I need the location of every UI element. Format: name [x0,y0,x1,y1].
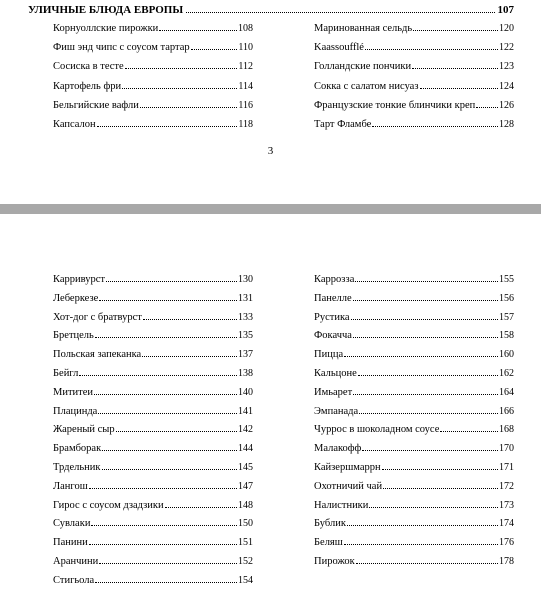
toc-entry-title: Kaassoufflé [314,42,364,54]
toc-entry-page: 123 [499,61,514,73]
toc-entry-title: Карривурст [53,274,105,285]
toc-entry-page: 140 [238,386,253,398]
toc-entry[interactable] [314,555,514,569]
toc-entry-title: Эмпанада [314,405,359,417]
toc-page-2 [0,214,541,594]
toc-entry-page: 170 [499,443,514,455]
toc-entry-page: 112 [238,61,253,73]
toc-entry-page: 120 [499,23,514,34]
leader-dots [89,488,237,489]
toc-entry[interactable] [314,499,514,513]
toc-entry-page: 108 [238,23,253,34]
toc-entry-title: Малакофф [314,443,362,455]
section-heading[interactable] [28,4,514,16]
leader-dots [99,300,237,301]
toc-entry-page: 151 [238,537,253,549]
toc-entry[interactable] [314,292,514,306]
toc-entry[interactable] [314,423,514,437]
leader-dots [353,337,498,338]
leader-dots [102,469,238,470]
toc-entry[interactable] [314,80,514,94]
toc-entry-page: 148 [238,499,253,511]
toc-entry-page: 152 [238,556,253,567]
toc-entry-page: 116 [238,99,253,111]
toc-entry[interactable] [314,22,514,36]
toc-entry[interactable] [53,386,253,400]
toc-entry-title: Сосиска в тесте [53,61,124,73]
toc-entry[interactable] [314,329,514,343]
toc-entry-title: Аранчини [53,556,99,567]
toc-entry-page: 138 [238,368,253,379]
toc-entry-title: Имьарет [314,386,353,398]
leader-dots [95,337,237,338]
leader-dots [99,563,237,564]
toc-entry-title: Сувлаки [53,518,91,530]
toc-entry-title: Хот-дог с братвурст [53,311,142,323]
leader-dots [79,375,237,376]
leader-dots [95,582,237,583]
toc-entry-page: 176 [499,537,514,549]
leader-dots [191,49,238,50]
toc-entry-page: 126 [499,99,514,111]
toc-entry[interactable] [53,405,253,419]
toc-entry[interactable] [53,22,253,36]
toc-entry[interactable] [53,536,253,550]
toc-entry-title: Польская запеканка [53,349,142,361]
toc-entry-page: 154 [238,574,253,586]
toc-entry-title: Стигьола [53,574,95,586]
toc-entry-title: Бейгл [53,368,79,379]
toc-entry-page: 142 [238,424,253,436]
leader-dots [159,30,237,31]
toc-entry[interactable] [314,480,514,494]
leader-dots [344,544,498,545]
toc-entry[interactable] [53,99,253,113]
toc-entry-page: 164 [499,386,514,398]
leader-dots [383,488,498,489]
toc-entry-title: Жареный сыр [53,424,115,436]
leader-dots [353,394,498,395]
toc-entry[interactable] [53,348,253,362]
leader-dots [358,375,498,376]
leader-dots [98,413,237,414]
toc-entry[interactable] [53,574,253,588]
toc-entry[interactable] [314,118,514,132]
leader-dots [140,107,238,108]
toc-entry-title: Тарт Фламбе [314,119,372,130]
toc-entry-page: 155 [499,274,514,285]
toc-entry-page: 124 [499,80,514,92]
toc-entry-title: Картофель фри [53,80,122,92]
section-page: 107 [497,4,514,16]
toc-entry[interactable] [53,555,253,569]
toc-entry-title: Фокачча [314,330,352,342]
toc-entry-title: Голландские пончики [314,61,412,73]
leader-dots [382,469,498,470]
leader-dots [186,12,494,13]
toc-entry-title: Карроззa [314,274,355,285]
leader-dots [122,88,237,89]
section-title: УЛИЧНЫЕ БЛЮДА ЕВРОПЫ [28,4,184,16]
leader-dots [440,431,498,432]
toc-entry-title: Бельгийские вафли [53,99,139,111]
toc-entry[interactable] [53,41,253,55]
leader-dots [143,319,237,320]
toc-entry[interactable] [53,517,253,531]
toc-entry[interactable] [53,367,253,381]
toc-entry-title: Кальцоне [314,368,357,379]
toc-entry[interactable] [53,461,253,475]
toc-page-1 [0,0,541,204]
leader-dots [165,507,237,508]
toc-entry-title: Бретцель [53,330,94,342]
toc-entry[interactable] [314,517,514,531]
toc-entry-page: 135 [238,330,253,342]
toc-entry-page: 133 [238,311,253,323]
toc-entry-title: Мититеи [53,386,94,398]
toc-entry[interactable] [314,461,514,475]
leader-dots [359,413,498,414]
toc-entry[interactable] [53,329,253,343]
toc-entry-page: 158 [499,330,514,342]
toc-entry[interactable] [314,41,514,55]
toc-entry-page: 144 [238,443,253,455]
leader-dots [94,394,237,395]
toc-entry[interactable] [53,60,253,74]
toc-entry-title: Панелле [314,292,352,304]
toc-entry-title: Налистники [314,499,369,511]
toc-entry-page: 173 [499,499,514,511]
leader-dots [351,319,498,320]
toc-entry-title: Маринованная сельдь [314,23,413,34]
toc-entry[interactable] [53,292,253,306]
toc-entry-title: Трдельник [53,462,101,473]
toc-entry[interactable] [314,405,514,419]
leader-dots [412,68,498,69]
toc-entry-page: 166 [499,405,514,417]
toc-entry-title: Плацинда [53,405,98,417]
leader-dots [347,525,498,526]
toc-entry-title: Корнуоллские пирожки [53,23,159,34]
leader-dots [372,126,498,127]
toc-entry[interactable] [314,273,514,287]
toc-entry[interactable] [53,311,253,325]
leader-dots [116,431,237,432]
toc-entry-title: Гирос с соусом дзадзики [53,499,164,511]
toc-entry-title: Рустика [314,311,350,323]
toc-entry[interactable] [314,99,514,113]
toc-entry-title: Беляш [314,537,343,549]
toc-entry-page: 128 [499,119,514,130]
toc-entry[interactable] [53,480,253,494]
leader-dots [89,544,237,545]
toc-entry-page: 172 [499,480,514,492]
page-number: 3 [267,145,274,157]
toc-entry[interactable] [314,348,514,362]
toc-entry[interactable] [53,273,253,287]
leader-dots [420,88,499,89]
toc-entry-title: Французские тонкие блинчики креп [314,99,476,111]
toc-entry-page: 168 [499,424,514,436]
toc-entry-page: 114 [238,80,253,92]
toc-entry-page: 118 [238,119,253,130]
toc-entry[interactable] [314,367,514,381]
toc-entry-page: 174 [499,518,514,530]
toc-entry-title: Леберкезе [53,292,99,304]
leader-dots [353,300,498,301]
toc-entry-title: Брамборак [53,443,102,455]
toc-entry-title: Кайзершмаррн [314,462,381,473]
toc-entry-page: 171 [499,462,514,473]
toc-entry[interactable] [53,118,253,132]
leader-dots [106,281,237,282]
toc-entry[interactable] [314,60,514,74]
toc-entry-title: Капсалон [53,119,96,130]
toc-entry[interactable] [314,386,514,400]
toc-entry-page: 130 [238,274,253,285]
toc-entry-title: Лангош [53,480,88,492]
toc-entry[interactable] [314,311,514,325]
toc-entry-title: Чуррос в шоколадном соусе [314,424,440,436]
leader-dots [91,525,237,526]
toc-entry-title: Бублик [314,518,346,530]
toc-entry[interactable] [53,423,253,437]
leader-dots [362,450,498,451]
leader-dots [365,49,498,50]
toc-entry-title: Сокка с салатом нисуаз [314,80,419,92]
toc-entry-title: Фиш энд чипс с соусом тартар [53,42,190,54]
toc-entry[interactable] [314,536,514,550]
toc-entry-page: 157 [499,311,514,323]
toc-entry[interactable] [314,442,514,456]
toc-entry-page: 160 [499,349,514,361]
toc-entry-page: 122 [499,42,514,54]
leader-dots [344,356,498,357]
leader-dots [125,68,238,69]
toc-entry-page: 141 [238,405,253,417]
toc-entry-page: 178 [499,556,514,567]
toc-entry-title: Пицца [314,349,344,361]
leader-dots [413,30,498,31]
leader-dots [476,107,498,108]
toc-entry[interactable] [53,442,253,456]
leader-dots [369,507,498,508]
page-separator [0,204,541,214]
leader-dots [142,356,237,357]
toc-entry-title: Пирожок [314,556,355,567]
toc-entry-page: 156 [499,292,514,304]
leader-dots [355,281,498,282]
toc-entry-page: 147 [238,480,253,492]
toc-entry-title: Охотничий чай [314,480,383,492]
toc-entry-page: 150 [238,518,253,530]
leader-dots [97,126,238,127]
toc-entry-page: 145 [238,462,253,473]
toc-entry-page: 137 [238,349,253,361]
toc-entry-page: 162 [499,368,514,379]
toc-entry-page: 131 [238,292,253,304]
toc-entry-title: Панини [53,537,88,549]
toc-entry[interactable] [53,499,253,513]
toc-entry-page: 110 [238,42,253,54]
toc-entry[interactable] [53,80,253,94]
leader-dots [102,450,237,451]
leader-dots [356,563,498,564]
